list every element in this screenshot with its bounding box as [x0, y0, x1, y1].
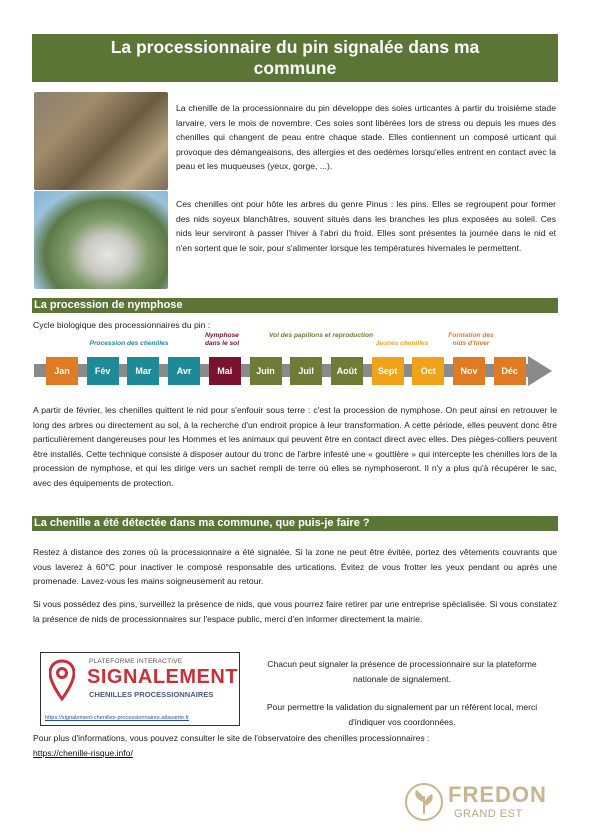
- page-title-banner: [32, 34, 558, 82]
- advice-paragraph-2: Si vous possédez des pins, surveillez la présence de nids, que vous pourrez faire retirer par une entreprise spécialisée. Si vous constatez la présence de nids de processionnaires sur l'espace public, merci d'en informer directement la mairie.: [33, 599, 557, 624]
- signalement-link[interactable]: https://signalement-chenilles-processionnaires.atlasante.fr: [45, 715, 189, 721]
- footer-info: [33, 731, 557, 760]
- nest-in-pine-photo: [34, 191, 168, 289]
- intro-paragraph-2: Ces chenilles ont pour hôte les arbres du genre Pinus : les pins. Elles se regroupent pour former des nids soyeux blanchâtres, souvent situés dans les branches les plus exposées au soleil. Ces nids leur serviront à passer l'hiver à l'abri du froid. Elles sont présentes la journée dans le nid et n'en sortent que le soir, pour s'alimenter lorsque les températures hivernales le permettent.: [176, 199, 556, 253]
- phase-nymphose: Nymphose dans le sol: [204, 332, 240, 347]
- month-1: Jan: [46, 357, 78, 385]
- logo-region: GRAND EST: [454, 808, 523, 820]
- phase-procession: Procession des chenilles: [89, 340, 169, 347]
- month-2: Fév: [87, 357, 119, 385]
- life-cycle-timeline: [34, 330, 556, 390]
- advice-paragraph-1: Restez à distance des zones où la processionnaire a été signalée. Si la zone ne peut être évitée, portez des vêtements couvrants que vous laverez à 60°C pour inactiver le composé responsable des urtications. Évitez de vous frotter les yeux pendant ou après une promenade. Lavez-vous les mains soigneusement au retour.: [33, 547, 557, 587]
- intro-paragraph-1: La chenille de la processionnaire du pin développe des soies urticantes à partir du troisième stade larvaire, vers le mois de novembre. Ces soies sont libérées lors de stress ou depuis les mues des chenilles qui changent de peau entre chaque stade. Elles contiennent un composé urticant qui provoque des démangeaisons, des allergies et des oedèmes lorsqu'elles entrent en contact avec la peau et les muqueuses (yeux, gorge, ...).: [176, 103, 556, 172]
- month-4: Avr: [168, 357, 200, 385]
- observatoire-link[interactable]: https://chenille-risque.info/: [33, 747, 133, 758]
- phase-vol: Vol des papillons et reproduction: [268, 332, 374, 339]
- footer-text: Pour plus d'informations, vous pouvez consulter le site de l'observatoire des chenilles processionnaires :: [33, 733, 430, 743]
- timeline-arrow-icon: [528, 356, 552, 386]
- fredon-logo: [404, 780, 554, 826]
- caterpillars-photo: [34, 92, 168, 190]
- nymphose-paragraph: A partir de février, les chenilles quittent le nid pour s'enfouir sous terre : c'est la procession de nymphose. On peut ainsi en retrouver le long des arbres ou directement au sol, à la recherche d'un endroit propice à leur transformation. A cette période, elles peuvent donc être particulièrement dangereuses pour les Hommes et les animaux qui peuvent être en contact direct avec elles. Des pièges-colliers peuvent être installés. Cette technique consiste à disposer autour du tronc de l'arbre infesté une « gouttière » qui intercepte les chenilles lors de la procession de nymphose, et qui les dirige vers un sachet rempli de terre où elles se nymphoseront. Il n'y a plus qu'à récupérer le sac, avec des équipements de protection.: [33, 405, 557, 488]
- map-pin-icon: [49, 659, 75, 703]
- month-10: Oct: [412, 357, 444, 385]
- month-9: Sept: [372, 357, 404, 385]
- cycle-title: Cycle biologique des processionnaires du pin :: [33, 320, 211, 330]
- signalement-platform-banner[interactable]: [40, 652, 240, 726]
- signalement-title: SIGNALEMENT: [87, 666, 239, 688]
- month-6: Juin: [250, 357, 282, 385]
- signalement-text-1: Chacun peut signaler la présence de processionnaire sur la plateforme nationale de signalement.: [267, 659, 537, 684]
- month-7: Juil: [290, 357, 322, 385]
- month-11: Nov: [453, 357, 485, 385]
- signalement-instructions: [252, 657, 552, 729]
- signalement-text-2: Pour permettre la validation du signalement par un référent local, merci d'indiquer vos coordonnées.: [266, 702, 538, 727]
- month-5: Mai: [209, 357, 241, 385]
- month-12: Déc: [494, 357, 526, 385]
- signalement-subtitle: CHENILLES PROCESSIONNAIRES: [89, 690, 214, 699]
- month-8: Août: [331, 357, 363, 385]
- signalement-kicker: PLATEFORME INTERACTIVE: [89, 658, 183, 665]
- section-heading-que-faire: La chenille a été détectée dans ma commune, que puis-je faire ?: [32, 516, 558, 531]
- phase-jeunes: Jeunes chenilles: [375, 340, 429, 347]
- phase-nids: Formation des nids d'hiver: [448, 332, 494, 347]
- page-title: La processionnaire du pin signalée dans ma commune: [110, 37, 480, 78]
- section-heading-nymphose: La procession de nymphose: [32, 298, 558, 313]
- leaf-logo-icon: [404, 782, 444, 822]
- month-3: Mar: [127, 357, 159, 385]
- logo-name: FREDON: [448, 782, 547, 807]
